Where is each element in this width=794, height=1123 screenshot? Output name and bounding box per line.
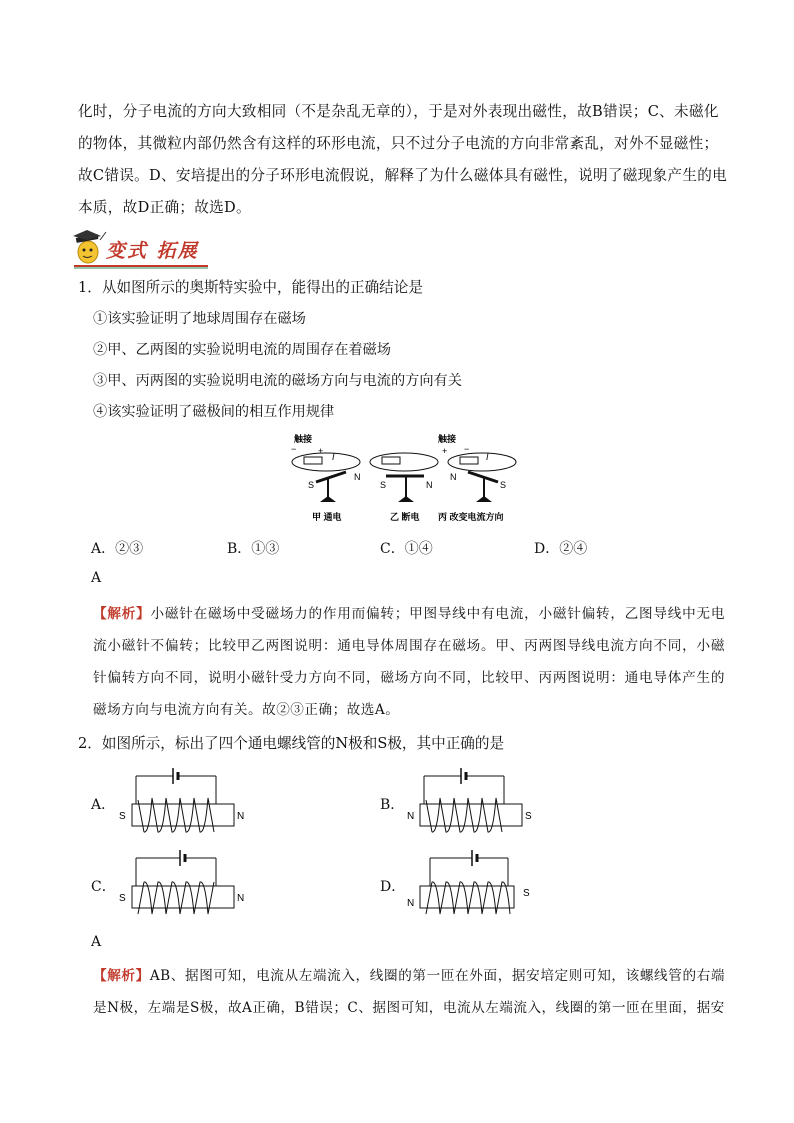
- q2-label-b: B．: [380, 797, 405, 813]
- q1-statement-1: ①该实验证明了地球周围存在磁场: [93, 311, 306, 327]
- q1-stem: 1．从如图所示的奥斯特实验中，能得出的正确结论是: [78, 279, 423, 296]
- pole-a-right: N: [237, 811, 245, 822]
- oersted-experiment-figure: [286, 430, 526, 526]
- q2-analysis: [93, 960, 725, 1024]
- solenoid-figure-d: [404, 846, 539, 924]
- fig-plus-a: +: [318, 446, 324, 456]
- pole-b-right: S: [525, 811, 532, 822]
- q1-option-d: D．②④: [534, 541, 588, 557]
- fig-touch-a: 触接: [294, 434, 313, 444]
- q1-option-b: B．①③: [227, 541, 280, 557]
- section-title: 变式 拓展: [106, 240, 199, 262]
- fig-current-c: I: [486, 452, 489, 462]
- solenoid-figure-a: [116, 764, 251, 842]
- pole-b-left: N: [407, 811, 415, 822]
- fig-caption-b: 乙 断电: [390, 512, 420, 522]
- pole-c-right: N: [237, 893, 245, 904]
- q2-label-a: A．: [91, 797, 116, 813]
- fig-touch-c: 触接: [438, 434, 457, 444]
- q2-stem: 2．如图所示，标出了四个通电螺线管的N极和S极，其中正确的是: [78, 735, 505, 752]
- q1-analysis: [93, 598, 725, 726]
- fig-minus-c: −: [464, 444, 470, 454]
- q2-label-d: D．: [380, 879, 406, 895]
- q1-statement-4: ④该实验证明了磁极间的相互作用规律: [93, 404, 335, 420]
- fig-s-b: S: [380, 480, 387, 490]
- pole-a-left: S: [119, 811, 126, 822]
- fig-current-a: I: [332, 452, 335, 462]
- q2-analysis-text: AB、据图可知，电流从左端流入，线圈的第一匝在外面，据安培定则可知，该螺线管的右端是N极，左端是S极，故A正确，B错误；C、据图可知，电流从左端流入，线圈的第一匝在里面，据安: [93, 968, 725, 1016]
- q1-analysis-text: 小磁针在磁场中受磁场力的作用而偏转；甲图导线中有电流，小磁针偏转，乙图导线中无电流小磁针不偏转；比较甲乙两图说明：通电导体周围存在磁场。甲、丙两图导线电流方向不同，小磁针偏转方向不同，说明小磁针受力方向不同，磁场方向不同，比较甲、丙两图说明：通电导体产生的磁场方向与电流方向有关。故②③正确；故选A。: [93, 606, 726, 718]
- fig-caption-a: 甲 通电: [312, 512, 342, 522]
- fig-n-c: N: [450, 472, 457, 482]
- q1-option-c: C．①④: [380, 541, 433, 557]
- fig-plus-c: +: [442, 446, 448, 456]
- q2-analysis-tag: 【解析】: [93, 968, 150, 984]
- fig-n-b: N: [426, 480, 433, 490]
- pole-c-left: S: [119, 893, 126, 904]
- pole-d-left: N: [407, 898, 415, 909]
- q2-label-c: C．: [91, 879, 116, 895]
- fig-caption-c: 丙 改变电流方向: [438, 512, 504, 522]
- q1-option-a: A．②③: [91, 541, 144, 557]
- solenoid-figure-b: [404, 764, 539, 842]
- intro-paragraph: 化时，分子电流的方向大致相同（不是杂乱无章的），于是对外表现出磁性，故B错误；C、未磁化的物体，其微粒内部仍然含有这样的环形电流，只不过分子电流的方向非常紊乱，对外不显磁性；故C错误。D、安培提出的分子环形电流假说，解释了为什么磁体具有磁性，说明了磁现象产生的电本质，故D正确；故选D。: [78, 103, 728, 216]
- fig-s-a: S: [308, 480, 315, 490]
- fig-n-a: N: [354, 472, 361, 482]
- fig-minus-a: −: [291, 444, 297, 454]
- q1-answer: A: [91, 570, 102, 586]
- q2-answer: A: [91, 934, 102, 950]
- pole-d-right: S: [523, 888, 530, 899]
- q1-statement-2: ②甲、乙两图的实验说明电流的周围存在着磁场: [93, 342, 391, 358]
- fig-s-c: S: [500, 480, 507, 490]
- q1-analysis-tag: 【解析】: [93, 606, 151, 622]
- q1-statement-3: ③甲、丙两图的实验说明电流的磁场方向与电流的方向有关: [93, 373, 462, 389]
- solenoid-figure-c: [116, 846, 251, 924]
- section-header: [70, 228, 210, 270]
